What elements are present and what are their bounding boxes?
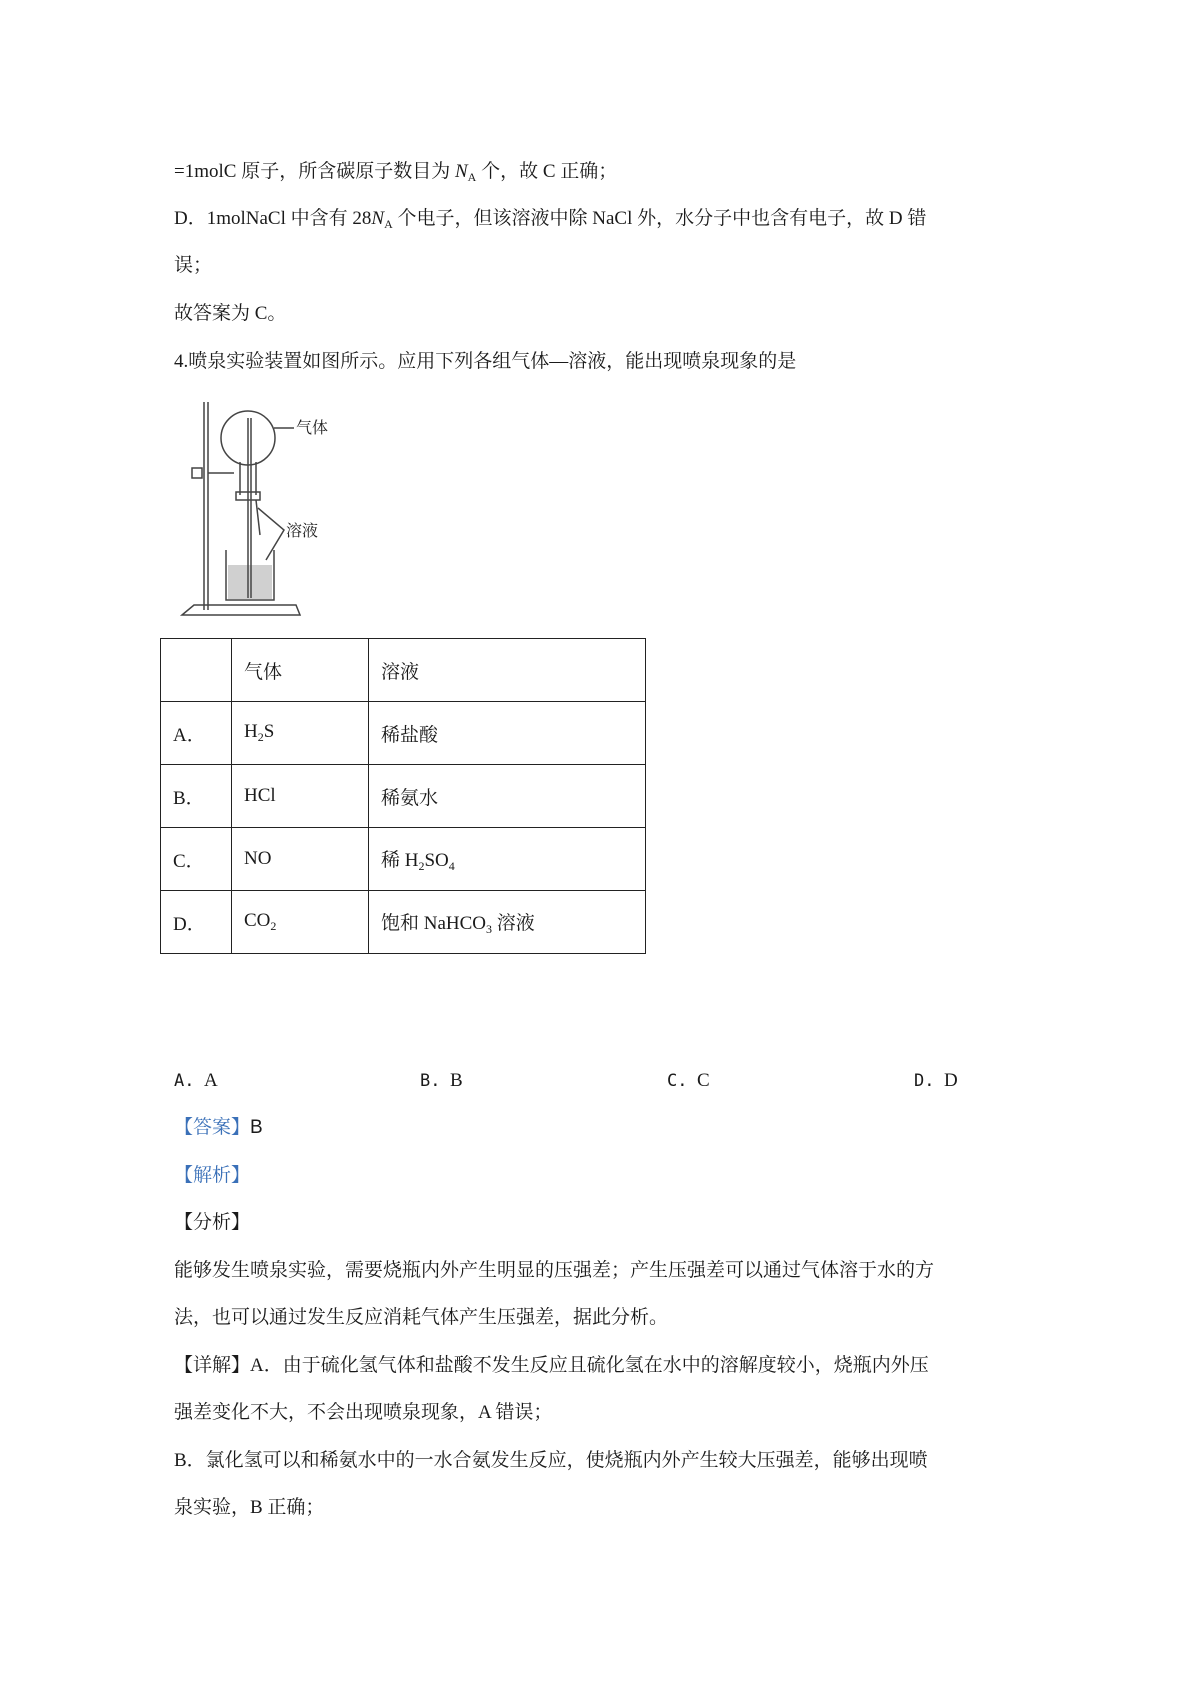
answer-tag: 【答案】 (174, 1117, 251, 1138)
table-header-row: 气体 溶液 (161, 639, 646, 702)
text-line: B．氯化氢可以和稀氨水中的一水合氨发生反应，使烧瓶内外产生较大压强差，能够出现喷 (174, 1450, 928, 1471)
question-4-stem: 4.喷泉实验装置如图所示。应用下列各组气体—溶液，能出现喷泉现象的是 (174, 351, 797, 372)
text-line: 【详解】A．由于硫化氢气体和盐酸不发生反应且硫化氢在水中的溶解度较小，烧瓶内外压 (174, 1355, 929, 1376)
answer-value: B (250, 1117, 263, 1138)
text-line: 法，也可以通过发生反应消耗气体产生压强差，据此分析。 (174, 1307, 669, 1328)
table-row: A． $H_2S$ 稀盐酸 (161, 702, 646, 765)
text-line: 误； (174, 255, 213, 276)
table-row: B． HCl 稀氨水 (161, 765, 646, 828)
fountain-apparatus-figure (174, 400, 344, 628)
table-row: D． $CO_2$ 饱和 NaHCO$_3$ 溶液 (161, 891, 646, 954)
analysis-tag: 【解析】 (174, 1165, 251, 1186)
choice-d: D. D (914, 1070, 958, 1091)
label-solution: 溶液 (286, 521, 319, 540)
text-line: =1molC 原子，所含碳原子数目为 $N_A$ 个，故 C 正确； (174, 161, 618, 184)
fenxi-tag: 【分析】 (174, 1212, 251, 1233)
text-line: 能够发生喷泉实验，需要烧瓶内外产生明显的压强差；产生压强差可以通过气体溶于水的方 (174, 1260, 935, 1281)
text-line: D．1molNaCl 中含有 $28N_A$ 个电子，但该溶液中除 NaCl 外，水分子中也含有电子，故 D 错 (174, 208, 927, 231)
options-table (160, 638, 646, 954)
choice-a: A. A (174, 1070, 218, 1091)
answer-line (174, 1118, 263, 1137)
text-line: 泉实验，B 正确； (174, 1497, 325, 1518)
table-row: C． NO 稀 $H_2SO_4$ (161, 828, 646, 891)
text-line: 故答案为 C。 (174, 303, 287, 324)
label-gas: 气体 (296, 418, 329, 437)
choice-b: B. B (420, 1070, 463, 1091)
text-line: 强差变化不大，不会出现喷泉现象，A 错误； (174, 1402, 553, 1423)
choice-c: C. C (667, 1070, 710, 1091)
